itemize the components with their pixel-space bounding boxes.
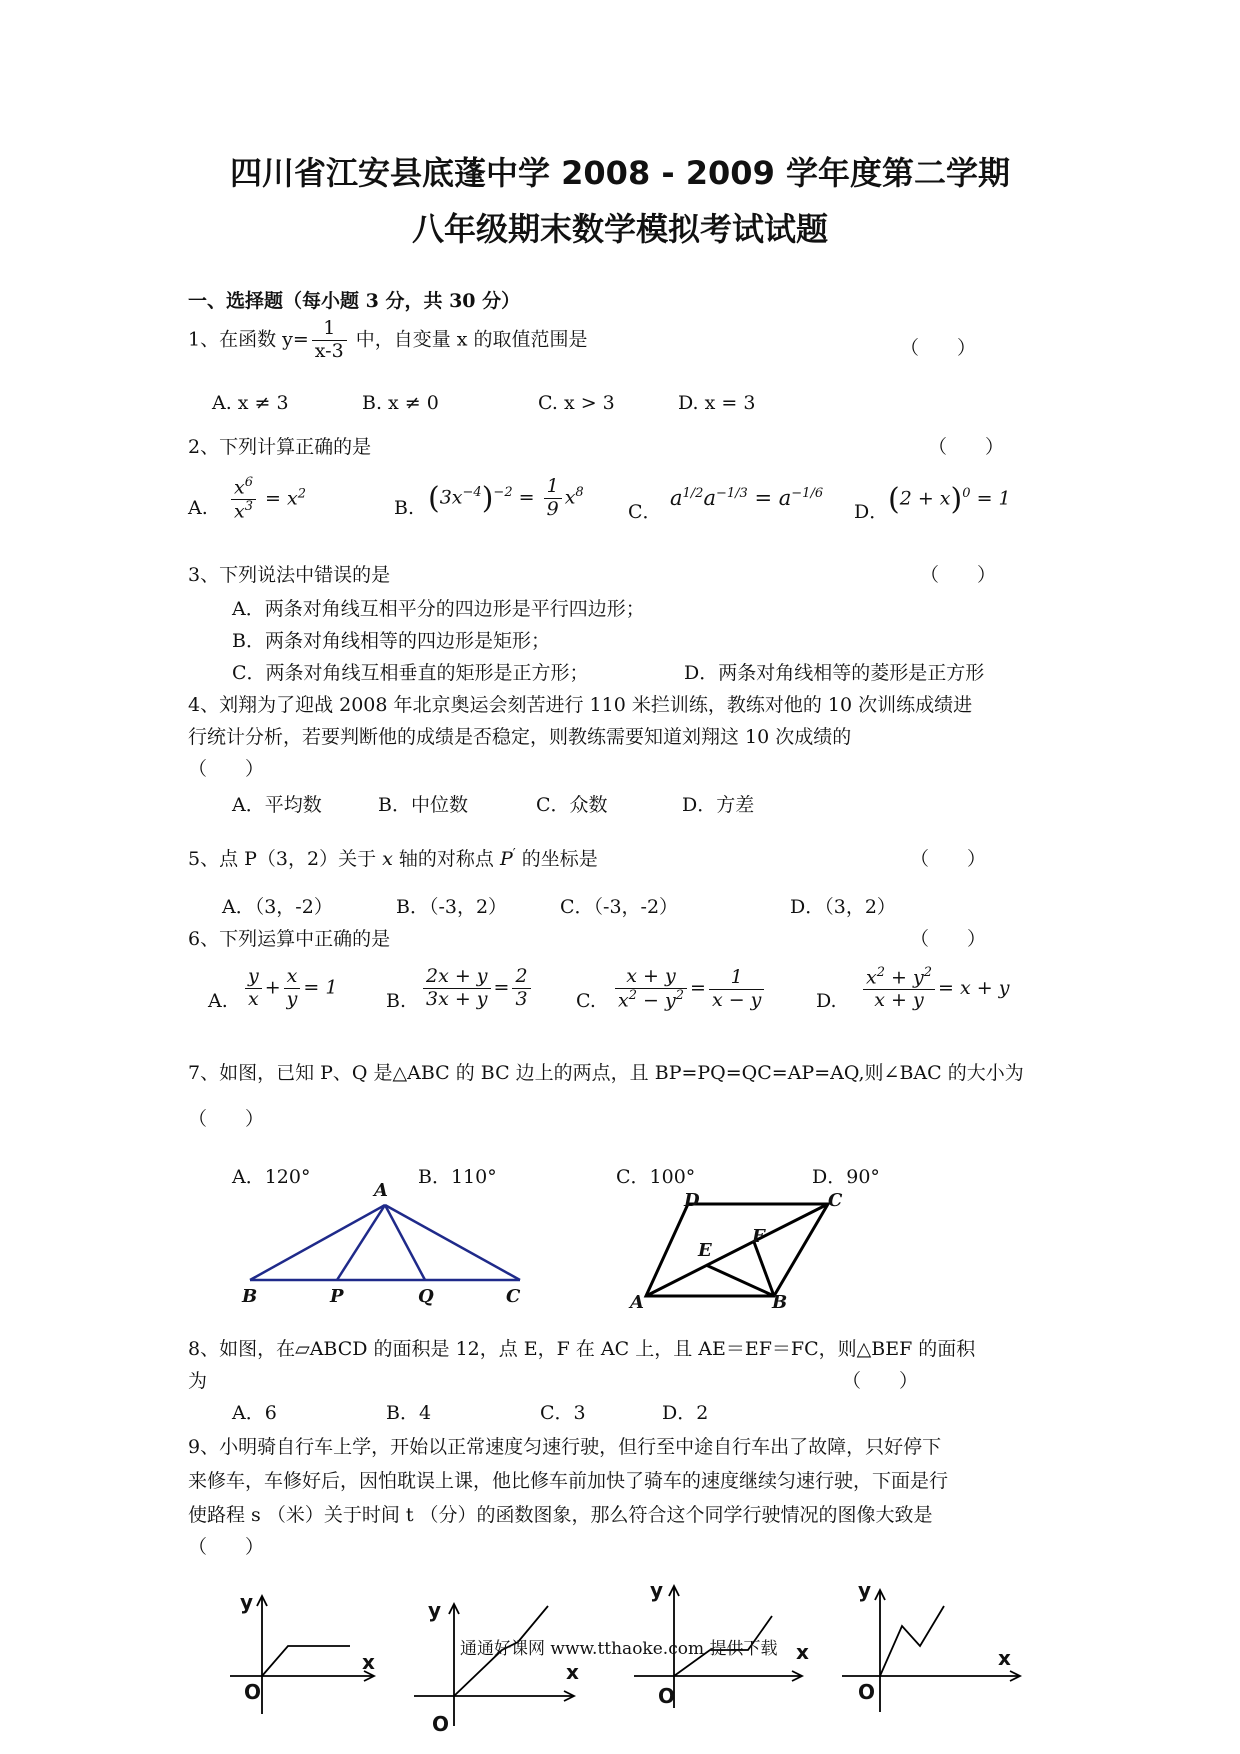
q9-line-3: 使路程 s （米）关于时间 t （分）的函数图象，那么符合这个同学行驶情况的图像大致是: [188, 1504, 933, 1526]
q6-label-d: D.: [816, 990, 837, 1012]
triangle-label-b: B: [242, 1286, 258, 1307]
q9-graph-b-y-label: y: [428, 1598, 442, 1622]
q6-label-c: C.: [576, 990, 596, 1012]
q8-option-a: A．6: [232, 1402, 277, 1424]
q1-denominator: x-3: [314, 339, 344, 362]
q2-option-d-expr: $(2 + x)^0 = 1$: [888, 482, 1011, 517]
q7-option-c: C．100°: [616, 1166, 696, 1188]
q2-label-b: B.: [394, 497, 415, 519]
q6-option-c-expr: $\frac{x + y}{x^2 - y^2}$ = $\frac{1}{x - y}$: [612, 966, 767, 1012]
q9-graph-c-y-label: y: [650, 1578, 664, 1602]
exam-title-line2: 八年级期末数学模拟考试试题: [411, 210, 828, 248]
triangle-label-q: Q: [418, 1286, 434, 1307]
q4-option-a: A．平均数: [232, 794, 322, 816]
q6-label-b: B.: [386, 990, 407, 1012]
q5-answer-paren: （ ）: [910, 848, 987, 870]
q9-line-2: 来修车，车修好后，因怕耽误上课，他比修车前加快了骑车的速度继续匀速行驶，下面是行: [188, 1470, 949, 1492]
q1-option-c: C. x > 3: [538, 392, 615, 414]
watermark-text: 通通好课网 www.tthaoke.com 提供下载: [460, 1639, 778, 1659]
q8-line-1: 8、如图，在▱ABCD 的面积是 12，点 E，F 在 AC 上，且 AE＝EF＝FC，则△BEF 的面积: [188, 1338, 976, 1360]
q2-label-d: D．: [854, 501, 889, 523]
q2-label-a: A.: [188, 497, 208, 519]
q8-option-c: C．3: [540, 1402, 586, 1424]
q9-graph-d-y-label: y: [858, 1578, 872, 1602]
q6-answer-paren: （ ）: [910, 928, 987, 950]
q9-graph-d-x-label: x: [998, 1646, 1011, 1670]
q3-option-a: A．两条对角线互相平分的四边形是平行四边形；: [232, 598, 645, 620]
q9-graph-a-y-label: y: [240, 1590, 254, 1614]
q7-line-2: （ ）: [188, 1108, 265, 1130]
q9-graph-a-origin: O: [244, 1680, 262, 1704]
q3-stem: 3、下列说法中错误的是: [188, 564, 391, 586]
q5-option-c: C．（-3，-2）: [560, 896, 679, 918]
triangle-label-c: C: [506, 1286, 521, 1307]
q1-answer-paren: （ ）: [900, 337, 977, 359]
q8-option-b: B．4: [386, 1402, 432, 1424]
q3-option-d: D．两条对角线相等的菱形是正方形: [684, 662, 985, 684]
q9-graph-b-x-label: x: [566, 1660, 579, 1684]
q6-option-b-expr: $\frac{2x + y}{3x + y}$ = $\frac{2}{3}$: [420, 966, 534, 1011]
q9-graph-b-origin: O: [432, 1712, 450, 1736]
parallelogram-label-a: A: [630, 1292, 644, 1313]
q5-option-b: B．（-3，2）: [396, 896, 508, 918]
q1-stem-post: 中，自变量 x 的取值范围是: [349, 328, 588, 351]
q1-option-d: D. x = 3: [678, 392, 756, 414]
parallelogram-label-b: B: [772, 1292, 788, 1313]
q4-line-2: 行统计分析，若要判断他的成绩是否稳定，则教练需要知道刘翔这 10 次成绩的: [188, 726, 852, 748]
parallelogram-label-e: E: [698, 1240, 712, 1261]
q3-answer-paren: （ ）: [920, 564, 997, 586]
q1-option-b: B. x ≠ 0: [362, 392, 439, 414]
q5-point: P: [499, 848, 513, 870]
triangle-label-a: A: [374, 1180, 388, 1201]
parallelogram-label-d: D: [684, 1190, 700, 1211]
parallelogram-label-c: C: [828, 1190, 843, 1211]
q4-option-b: B．中位数: [378, 794, 468, 816]
q1-fraction: [312, 318, 347, 363]
q4-line-1: 4、刘翔为了迎战 2008 年北京奥运会刻苦进行 110 米拦训练，教练对他的 10 次训练成绩进: [188, 694, 973, 716]
q9-line-4: （ ）: [188, 1536, 265, 1558]
q9-graph-c-origin: O: [658, 1684, 676, 1708]
q9-graph-a-x-label: x: [362, 1650, 375, 1674]
q1-option-a: A. x ≠ 3: [212, 392, 289, 414]
section-heading: 一、选择题（每小题 3 分，共 30 分）: [188, 290, 521, 312]
q5-stem-post: 的坐标是: [515, 848, 598, 870]
q2-answer-paren: （ ）: [928, 436, 1005, 458]
q4-option-d: D．方差: [682, 794, 755, 816]
q3-option-b: B．两条对角线相等的四边形是矩形；: [232, 630, 550, 652]
parallelogram-label-f: F: [752, 1226, 765, 1247]
q6-label-a: A.: [208, 990, 228, 1012]
q2-stem: 2、下列计算正确的是: [188, 436, 372, 458]
exam-title-line1: 四川省江安县底蓬中学 2008 - 2009 学年度第二学期: [230, 154, 1010, 192]
q2-option-c-expr: $a^{1/2}a^{-1/3} = a^{-1/6}$: [670, 486, 824, 510]
q5-axis: x: [382, 848, 393, 870]
q6-option-d-expr: $\frac{x^2 + y^2}{x + y}$ = x + y: [860, 966, 1009, 1012]
q2-label-c: C．: [628, 501, 662, 523]
question-5: 5、点 P（3，2）关于 x 轴的对称点 P′ 的坐标是: [188, 846, 598, 870]
q9-line-1: 9、小明骑自行车上学，开始以正常速度匀速行驶，但行至中途自行车出了故障，只好停下: [188, 1436, 942, 1458]
q5-option-d: D．（3，2）: [790, 896, 896, 918]
q7-option-d: D．90°: [812, 1166, 880, 1188]
q1-numerator: 1: [312, 318, 347, 341]
q5-stem-pre: 5、点 P（3，2）关于: [188, 848, 383, 870]
q3-option-c: C．两条对角线互相垂直的矩形是正方形；: [232, 662, 589, 684]
q4-line-3: （ ）: [188, 758, 265, 780]
parallelogram-figure: [640, 1200, 840, 1310]
q9-graph-d-origin: O: [858, 1680, 876, 1704]
q5-stem-mid: 轴的对称点: [392, 848, 500, 870]
q4-option-c: C．众数: [536, 794, 608, 816]
q6-stem: 6、下列运算中正确的是: [188, 928, 391, 950]
q2-option-b-expr: $(3x^{-4})^{-2}$ = $\frac{1}{9}$ $x^8$: [428, 475, 584, 520]
question-1: [188, 318, 588, 363]
q1-stem-pre: 1、在函数 y=: [188, 328, 309, 351]
q7-line-1: 7、如图，已知 P、Q 是△ABC 的 BC 边上的两点，且 BP=PQ=QC=AP=AQ,则∠BAC 的大小为: [188, 1062, 1024, 1084]
q7-option-a: A．120°: [232, 1166, 311, 1188]
q5-option-a: A．（3，-2）: [222, 896, 333, 918]
q9-graph-c-x-label: x: [796, 1640, 809, 1664]
q7-option-b: B．110°: [418, 1166, 497, 1188]
q8-line-2: 为: [188, 1370, 208, 1392]
q8-option-d: D．2: [662, 1402, 709, 1424]
q8-answer-paren: （ ）: [842, 1370, 919, 1392]
q2-option-a-expr: $\frac{x^6}{x^3}$ = $x^2$: [228, 476, 306, 523]
q6-option-a-expr: $\frac{y}{x}$ + $\frac{x}{y}$ = 1: [242, 966, 337, 1011]
triangle-label-p: P: [330, 1286, 344, 1307]
